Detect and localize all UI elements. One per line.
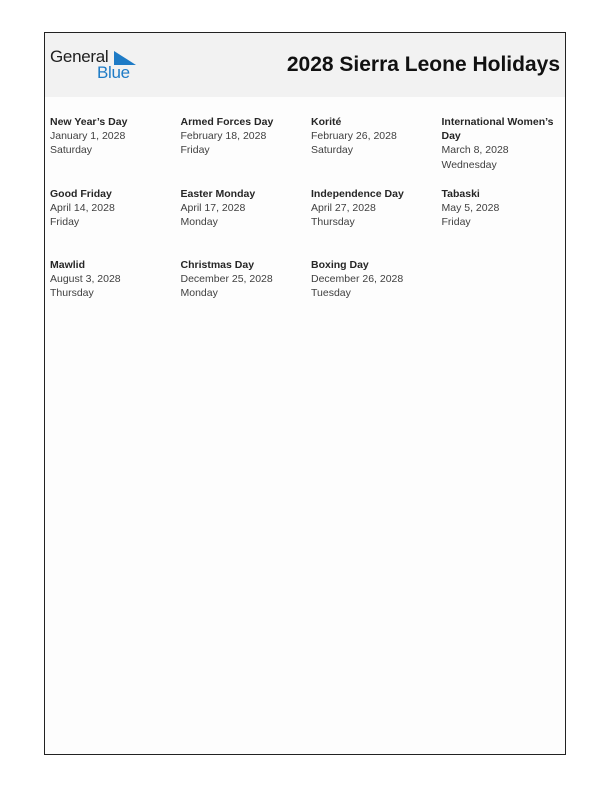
holiday-date: May 5, 2028: [441, 201, 500, 214]
logo-text-general: General: [50, 47, 109, 66]
holiday-name: Good Friday: [50, 187, 112, 200]
holiday-weekday: Saturday: [311, 144, 354, 157]
holiday-date: February 18, 2028: [180, 130, 267, 143]
holiday-weekday: Friday: [441, 215, 471, 228]
holiday-weekday: Saturday: [50, 144, 93, 157]
holiday-date: August 3, 2028: [50, 273, 121, 286]
holiday-name: Armed Forces Day: [180, 116, 274, 128]
holiday-weekday: Thursday: [311, 215, 355, 228]
holiday-item: [442, 115, 569, 187]
holiday-item: [311, 115, 442, 187]
holiday-date: January 1, 2028: [50, 130, 126, 143]
holiday-date: April 27, 2028: [311, 201, 376, 214]
holiday-date: April 17, 2028: [180, 201, 246, 214]
holiday-weekday: Monday: [180, 287, 218, 300]
holiday-weekday: Friday: [50, 215, 80, 228]
holiday-weekday: Tuesday: [311, 287, 351, 300]
holiday-item: [311, 258, 442, 330]
holiday-name: New Year’s Day: [50, 116, 128, 128]
holiday-item: [442, 187, 569, 259]
holiday-date: December 25, 2028: [180, 273, 273, 286]
holiday-name: Christmas Day: [180, 259, 255, 271]
holiday-name: Tabaski: [441, 187, 480, 200]
holiday-weekday: Friday: [180, 144, 210, 157]
holiday-weekday: Monday: [180, 215, 218, 228]
holiday-name: Boxing Day: [311, 259, 369, 271]
holiday-item: [50, 187, 181, 259]
generalblue-logo: [50, 47, 140, 83]
logo-text-blue: Blue: [97, 63, 130, 82]
holiday-grid: [50, 115, 570, 330]
holiday-weekday: Wednesday: [441, 158, 497, 171]
holiday-name: Independence Day: [311, 187, 404, 200]
holiday-name: International Women’s Day: [441, 116, 554, 143]
holiday-item: [311, 187, 442, 259]
holiday-name: Korité: [311, 116, 342, 128]
holiday-name: Easter Monday: [180, 187, 256, 200]
holiday-item: [50, 115, 181, 187]
holiday-date: December 26, 2028: [311, 273, 404, 286]
holiday-date: February 26, 2028: [311, 130, 397, 143]
holiday-date: April 14, 2028: [50, 201, 115, 214]
page-title: 2028 Sierra Leone Holidays: [286, 53, 560, 76]
holiday-item: [50, 258, 181, 330]
holiday-item: [181, 115, 312, 187]
holiday-weekday: Thursday: [50, 287, 94, 300]
header-band: [45, 33, 565, 97]
holiday-name: Mawlid: [50, 259, 86, 271]
holiday-item: [181, 187, 312, 259]
holiday-date: March 8, 2028: [441, 144, 509, 157]
holiday-item: [181, 258, 312, 330]
calendar-page: [44, 32, 566, 755]
